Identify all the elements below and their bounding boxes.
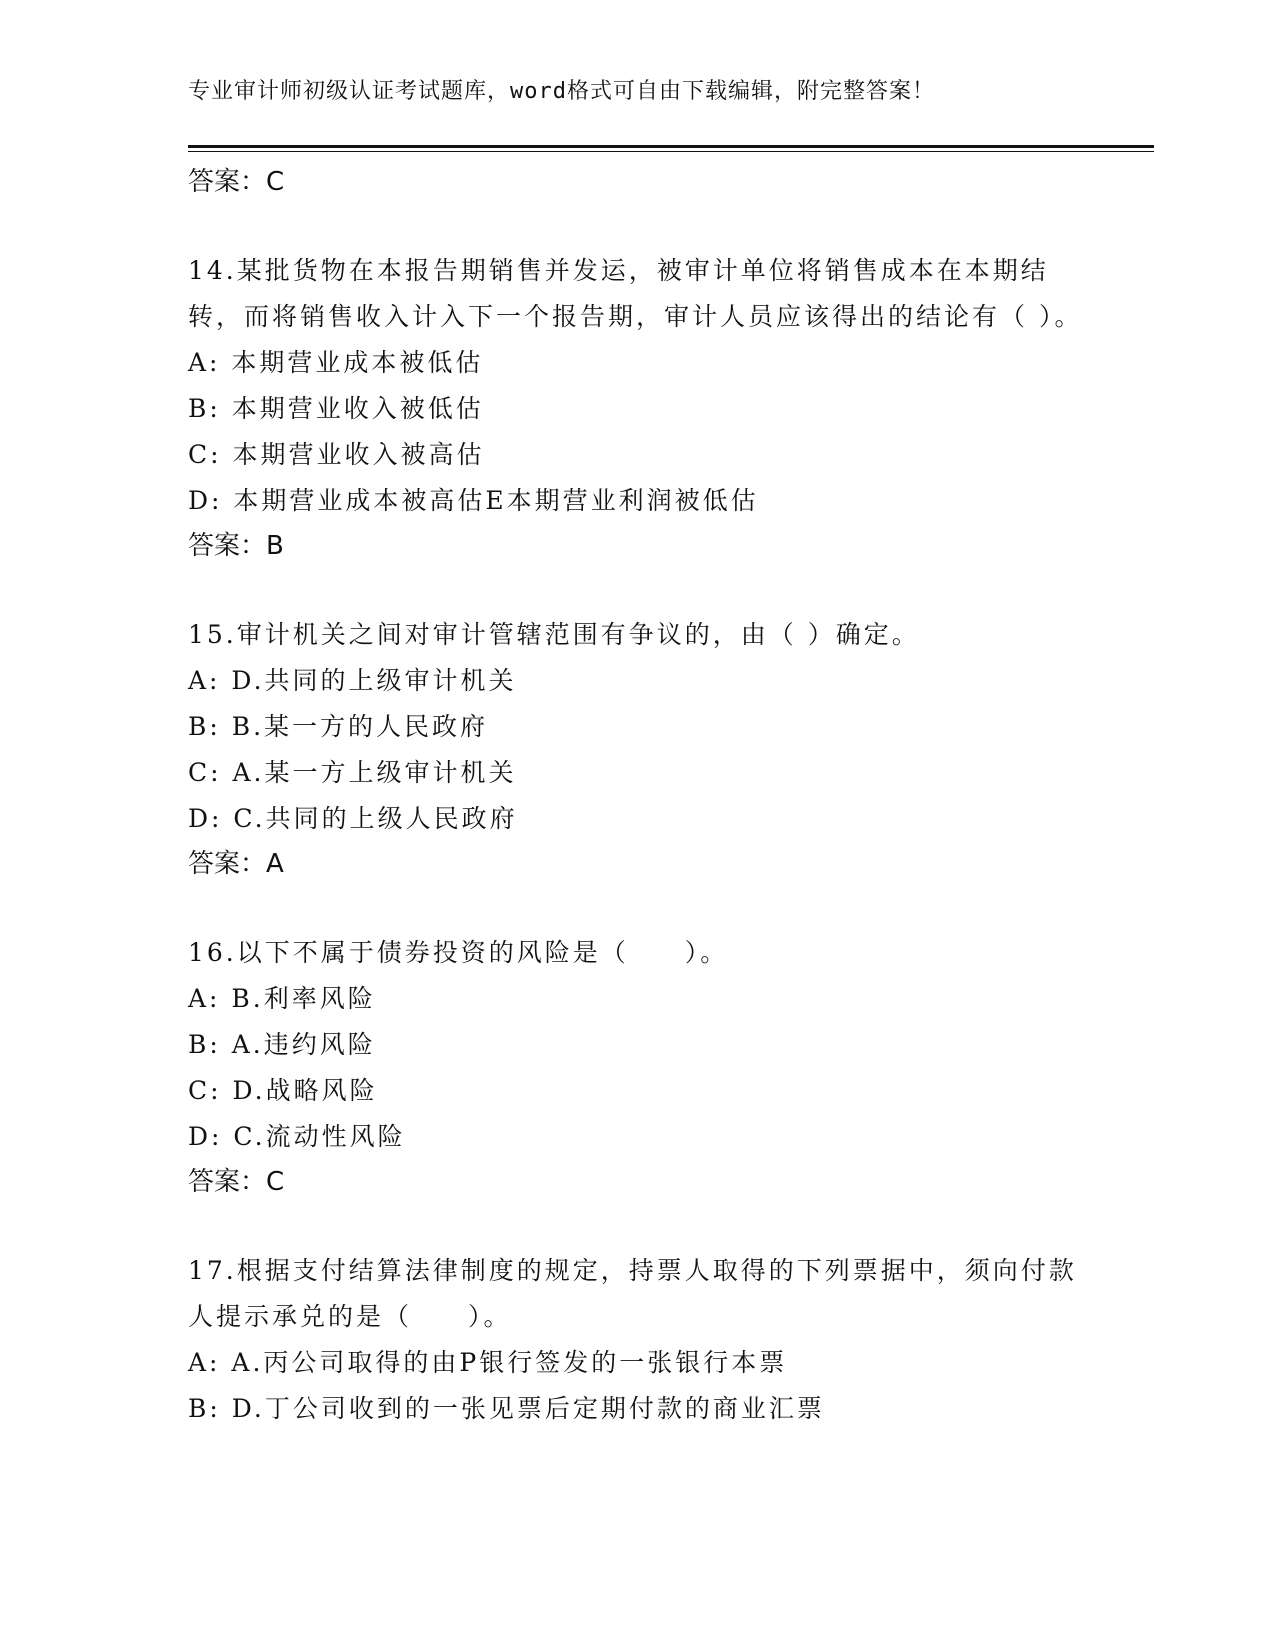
header-rule [188, 145, 1154, 152]
question-14 [188, 248, 1088, 568]
option-b: B: B.某一方的人民政府 [188, 712, 489, 741]
answer-line: 答案：C [188, 167, 285, 197]
option-a: A: A.丙公司取得的由P银行签发的一张银行本票 [188, 1348, 788, 1377]
answer-line: 答案：A [188, 849, 284, 879]
page-header: 专业审计师初级认证考试题库，word格式可自由下载编辑，附完整答案！ [188, 79, 935, 104]
option-a: A: B.利率风险 [188, 984, 376, 1013]
option-d: D: C.共同的上级人民政府 [188, 804, 518, 833]
option-d: D: 本期营业成本被高估E本期营业利润被低估 [188, 486, 759, 515]
option-c: C: D.战略风险 [188, 1076, 378, 1105]
option-b: B: 本期营业收入被低估 [188, 394, 484, 423]
question-stem: 14.某批货物在本报告期销售并发运，被审计单位将销售成本在本期结转，而将销售收入计入下一个报告期，审计人员应该得出的结论有（ ）。 [188, 256, 1083, 331]
question-17 [188, 1248, 1088, 1432]
question-stem: 17.根据支付结算法律制度的规定，持票人取得的下列票据中，须向付款人提示承兑的是（ ）。 [188, 1256, 1077, 1331]
option-c: C: 本期营业收入被高估 [188, 440, 485, 469]
answer-line: 答案：B [188, 531, 284, 561]
option-c: C: A.某一方上级审计机关 [188, 758, 517, 787]
answer-line: 答案：C [188, 1167, 285, 1197]
option-b: B: A.违约风险 [188, 1030, 376, 1059]
question-stem: 16.以下不属于债券投资的风险是（ ）。 [188, 938, 729, 967]
option-d: D: C.流动性风险 [188, 1122, 406, 1151]
option-b: B: D.丁公司收到的一张见票后定期付款的商业汇票 [188, 1394, 825, 1423]
option-a: A: D.共同的上级审计机关 [188, 666, 517, 695]
question-stem: 15.审计机关之间对审计管辖范围有争议的，由（ ）确定。 [188, 620, 920, 649]
document-content [188, 160, 1088, 1432]
question-16 [188, 930, 1088, 1204]
question-15 [188, 612, 1088, 886]
option-a: A: 本期营业成本被低估 [188, 348, 484, 377]
